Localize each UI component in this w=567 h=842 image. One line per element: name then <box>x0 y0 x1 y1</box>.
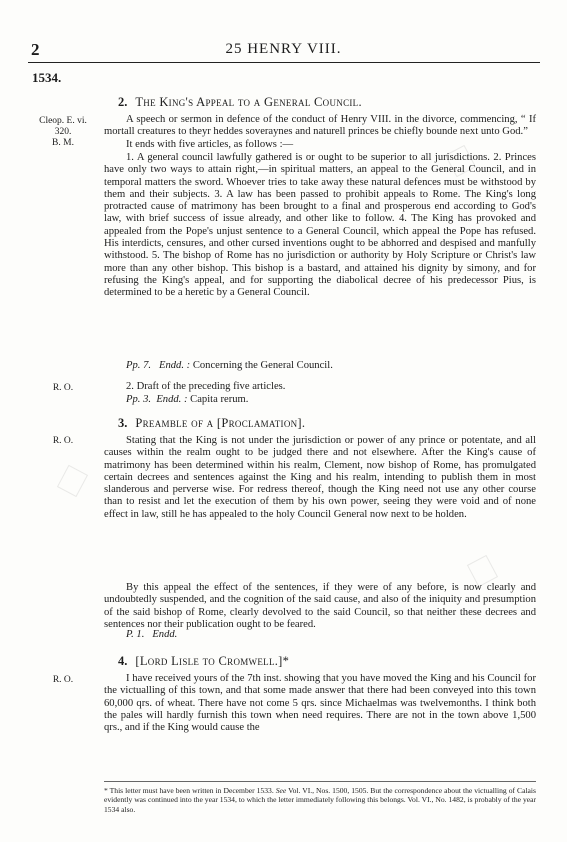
section-title: Preamble of a [Proclamation]. <box>135 416 306 430</box>
footnote <box>104 786 536 814</box>
section-paragraph: By this appeal the effect of the sentences, if they were of any before, is now clearly and undoubtedly suspended, and the cognition of the said cause, and also of the iniquity and presumption of the said bishop of Rome, clearly devolved to the said Council, so that neither these decrees and sentences nor their publication ought to be feared. <box>104 582 536 630</box>
footnote-rule <box>104 781 536 782</box>
section-articles: 1. A general council lawfully gathered is or ought to be superior to all jurisdictions. 2. Princes have only two ways to attain right,—in spiritual matters, an appeal to the General Council, and in temporal matters the sword. Whoever tries to take away these natural defences must be withstood by them and their subjects. 3. A law has been passed to prohibit appeals to Rome. The King's long protracted cause of matrimony has been brought to a final and prosperous end according to God's law, with brief success of issue already, and other like to follow. 4. The King has provoked and appealed from the Pope's unjust sentence to a General Council, which appeal the Pope has refused. His interdicts, censures, and other cursed inventions ought to be abhorred and despised and manfully withstood. 5. The bishop of Rome has no jurisdiction or authority by Holy Scripture or Christ's law more than any other bishop. This bishop is a bastard, and attained his dignity by simony, and for refusing the King's appeal, and for supporting the diabolical decree of his predecessor Pius, is determined to be a heretic by a General Council. <box>104 152 536 299</box>
pages-endorsement <box>126 360 558 372</box>
endorsed-label: Endd. <box>152 629 178 640</box>
footnote-see: See <box>275 786 287 795</box>
footnote-text: Vol. VI., Nos. 1500, 1505. But the correspondence about the victualling of Calais evidently was continued into the year 1534, to which the letter immediately following this belongs. <box>104 786 536 805</box>
section-heading <box>118 416 550 431</box>
marginal-reference: R. O. <box>52 436 74 446</box>
endorsed-label: Endd. : <box>156 394 188 405</box>
endorsed-text: Capita rerum. <box>190 394 249 405</box>
section-intro: A speech or sermon in defence of the conduct of Henry VIII. in the divorce, commencing, “ If mortall creatures to theyr heddes soveraynes and naturell princes be chiefly bounde next unto God.” <box>104 114 536 138</box>
section-paragraph: Stating that the King is not under the jurisdiction or power of any prince or potentate, and all causes within the realm ought to be judged there and not elsewhere. After the King's cause of matrimony has been determined within his realm, Clement, now bishop of Rome, has promulgated certain decrees and sentences against the King and his realm, intending to publish them in most slanderous and perverse wise. For redress thereof, though the King need not use any other course than to resist and let the execution of them by his own power, seeing they were void and of none effect in law, still he has appealed to the holy Council General now next to be holden. <box>104 435 536 520</box>
marginal-reference: R. O. <box>52 675 74 685</box>
marginal-reference <box>30 116 96 149</box>
section-title: [Lord Lisle to Cromwell.]* <box>135 654 290 668</box>
marginal-line: B. M. <box>52 138 74 148</box>
section-title: The King's Appeal to a General Council. <box>135 95 362 109</box>
marginal-line: 320. <box>54 127 72 137</box>
section-paragraph: I have received yours of the 7th inst. showing that you have moved the King and his Council for the victualling of this town, and that some made answer that there had been conveyed into this town 60,000 qrs. of wheat. There have not come 5 qrs. since Michaelmas was twelvemonths. I think both the pales will hardly furnish this town when need requires. There are not in the town above 1,500 qrs., and if the King would cause the <box>104 673 536 734</box>
draft-line: 2. Draft of the preceding five articles. <box>126 381 286 392</box>
pages-endorsement <box>126 629 558 641</box>
year-label: 1534. <box>32 70 62 85</box>
watermark-stamp <box>57 465 88 497</box>
page-number: 2 <box>31 40 40 59</box>
section-ends-line: It ends with five articles, as follows :— <box>126 139 294 150</box>
footnote-text: * This letter must have been written in December 1533. <box>104 786 274 795</box>
marginal-reference: R. O. <box>52 383 74 393</box>
section-number: 4. <box>118 654 128 668</box>
pages-endorsement <box>126 394 558 406</box>
pages-label: Pp. 3. <box>126 394 152 405</box>
endorsed-label: Endd. : <box>158 360 191 371</box>
endorsed-text: Concerning the General Council. <box>192 360 333 371</box>
pages-label: Pp. 7. <box>126 360 152 371</box>
section-heading <box>118 95 550 110</box>
running-title: 25 HENRY VIII. <box>225 41 342 57</box>
marginal-line: Cleop. E. vi. <box>39 116 87 126</box>
footnote-text: Vol. VI., No. 1482, is probably of the year 1534 also. <box>104 795 537 814</box>
section-heading <box>118 654 550 669</box>
pages-label: P. 1. <box>126 629 145 640</box>
header-rule <box>28 62 540 63</box>
section-number: 2. <box>118 95 128 109</box>
section-number: 3. <box>118 416 128 430</box>
